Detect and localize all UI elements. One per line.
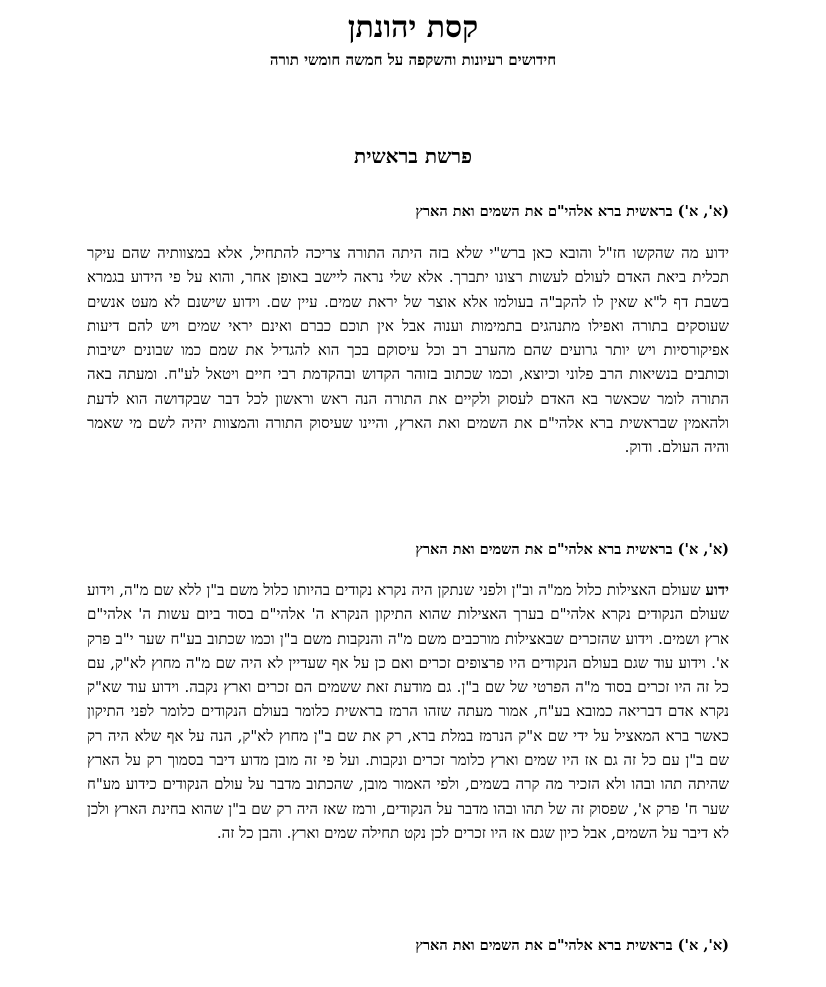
section-paragraph: [87, 241, 729, 460]
paragraph-lead-word: ידוע: [705, 581, 729, 599]
section-paragraph: [87, 578, 729, 845]
parasha-title: פרשת בראשית: [354, 144, 472, 168]
paragraph-text: ידוע מה שהקשו חז"ל והובא כאן ברש"י שלא בזה היתה התורה צריכה להתחיל, אלא במצוותיה שהם עיקר תכלית ביאת האדם לעולם לעשות רצונו יתברך. אלא שלי נראה ליישב באופן אחר, והוא על פי הידוע בגמרא בשבת דף ל"א שאין לו להקב"ה בעולמו אלא אוצר של יראת שמים. עיין שם. וידוע שישנם לא מעט אנשים שעוסקים בתורה ואפילו מתנהגים בתמימות וענוה אבל אין תוכם כברם ואינם יראי שמים ויש להם דיעות אפיקורסיות ויש יותר גרועים שהם מהערב רב וכל עיסוקם בכך הוא להגדיל את שמם כמו שבונים ישיבות וכותבים בנשיאות הרב פלוני וכיוצא, וכמו שכתוב בזוהר הקדוש ובהקדמת רבי חיים ויטאל לע"ח. ומעתה באה התורה לומר שכאשר בא האדם לעסוק ולקיים את התורה הנה ראש וראשון לכל דבר שבקדושה הוא לדעת ולהאמין שבראשית ברא אלהי"ם את השמים ואת הארץ, והיינו שעיסוק התורה והמצוות יהיה לשם מי שאמר והיה העולם. ודוק.: [87, 244, 729, 457]
book-title: קסת יהונתן: [347, 10, 479, 45]
paragraph-text: שעולם האצילות כלול ממ"ה וב"ן ולפני שנתקן היה נקרא נקודים בהיותו כלול משם ב"ן ללא שם מ"ה, וידוע שעולם הנקודים נקרא אלהי"ם בערך האצילות שהוא התיקון הנקרא ה' אלהי"ם בסוד ביום עשות ה' אלהי"ם ארץ ושמים. וידוע שהזכרים שבאצילות מורכבים משם מ"ה והנקבות משם ב"ן וכמו שכתוב בע"ח שער י"ב פרק א'. וידוע עוד שגם בעולם הנקודים היו פרצופים זכרים ואם כן על אף שעדיין לא היה שם מ"ה מחוץ לא"ק, עם כל זה היו זכרים בסוד מ"ה הפרטי של שם ב"ן. גם מודעת זאת ששמים הם זכרים וארץ נקבה. וידוע עוד שא"ק נקרא אדם דבריאה כמובא בע"ח, אמור מעתה שזהו הרמז בראשית כלומר בעולם הנקודים כלומר לפני התיקון כאשר ברא המאציל על ידי שם א"ק הנרמז במלת ברא, רק את שם ב"ן מחוץ לא"ק, הנה על אף שלא היה רק שם ב"ן עם כל זה גם אז היו שמים וארץ כלומר זכרים ונקבות. ועל פי זה מובן מדוע דיבר בסמוך רק על הארץ שהיתה תהו ובהו ולא הזכיר מה קרה בשמים, ולפי האמור מובן, שהכתוב מדבר על עולם הנקודים כידוע מע"ח שער ח' פרק א', שפסוק זה של תהו ובהו מדבר על הנקודים, ורמז שאז היה רק שם ב"ן שהוא בחינת הארץ ולכן לא דיבר על השמים, אבל כיון שגם אז היו זכרים לכן נקט תחילה שמים וארץ. והבן כל זה.: [87, 581, 729, 842]
section-heading: (א', א') בראשית ברא אלהי"ם את השמים ואת הארץ: [415, 203, 729, 220]
book-subtitle: חידושים רעיונות והשקפה על חמשה חומשי תורה: [269, 51, 557, 69]
section-heading: (א', א') בראשית ברא אלהי"ם את השמים ואת הארץ: [415, 937, 729, 954]
section-heading: (א', א') בראשית ברא אלהי"ם את השמים ואת הארץ: [415, 541, 729, 558]
